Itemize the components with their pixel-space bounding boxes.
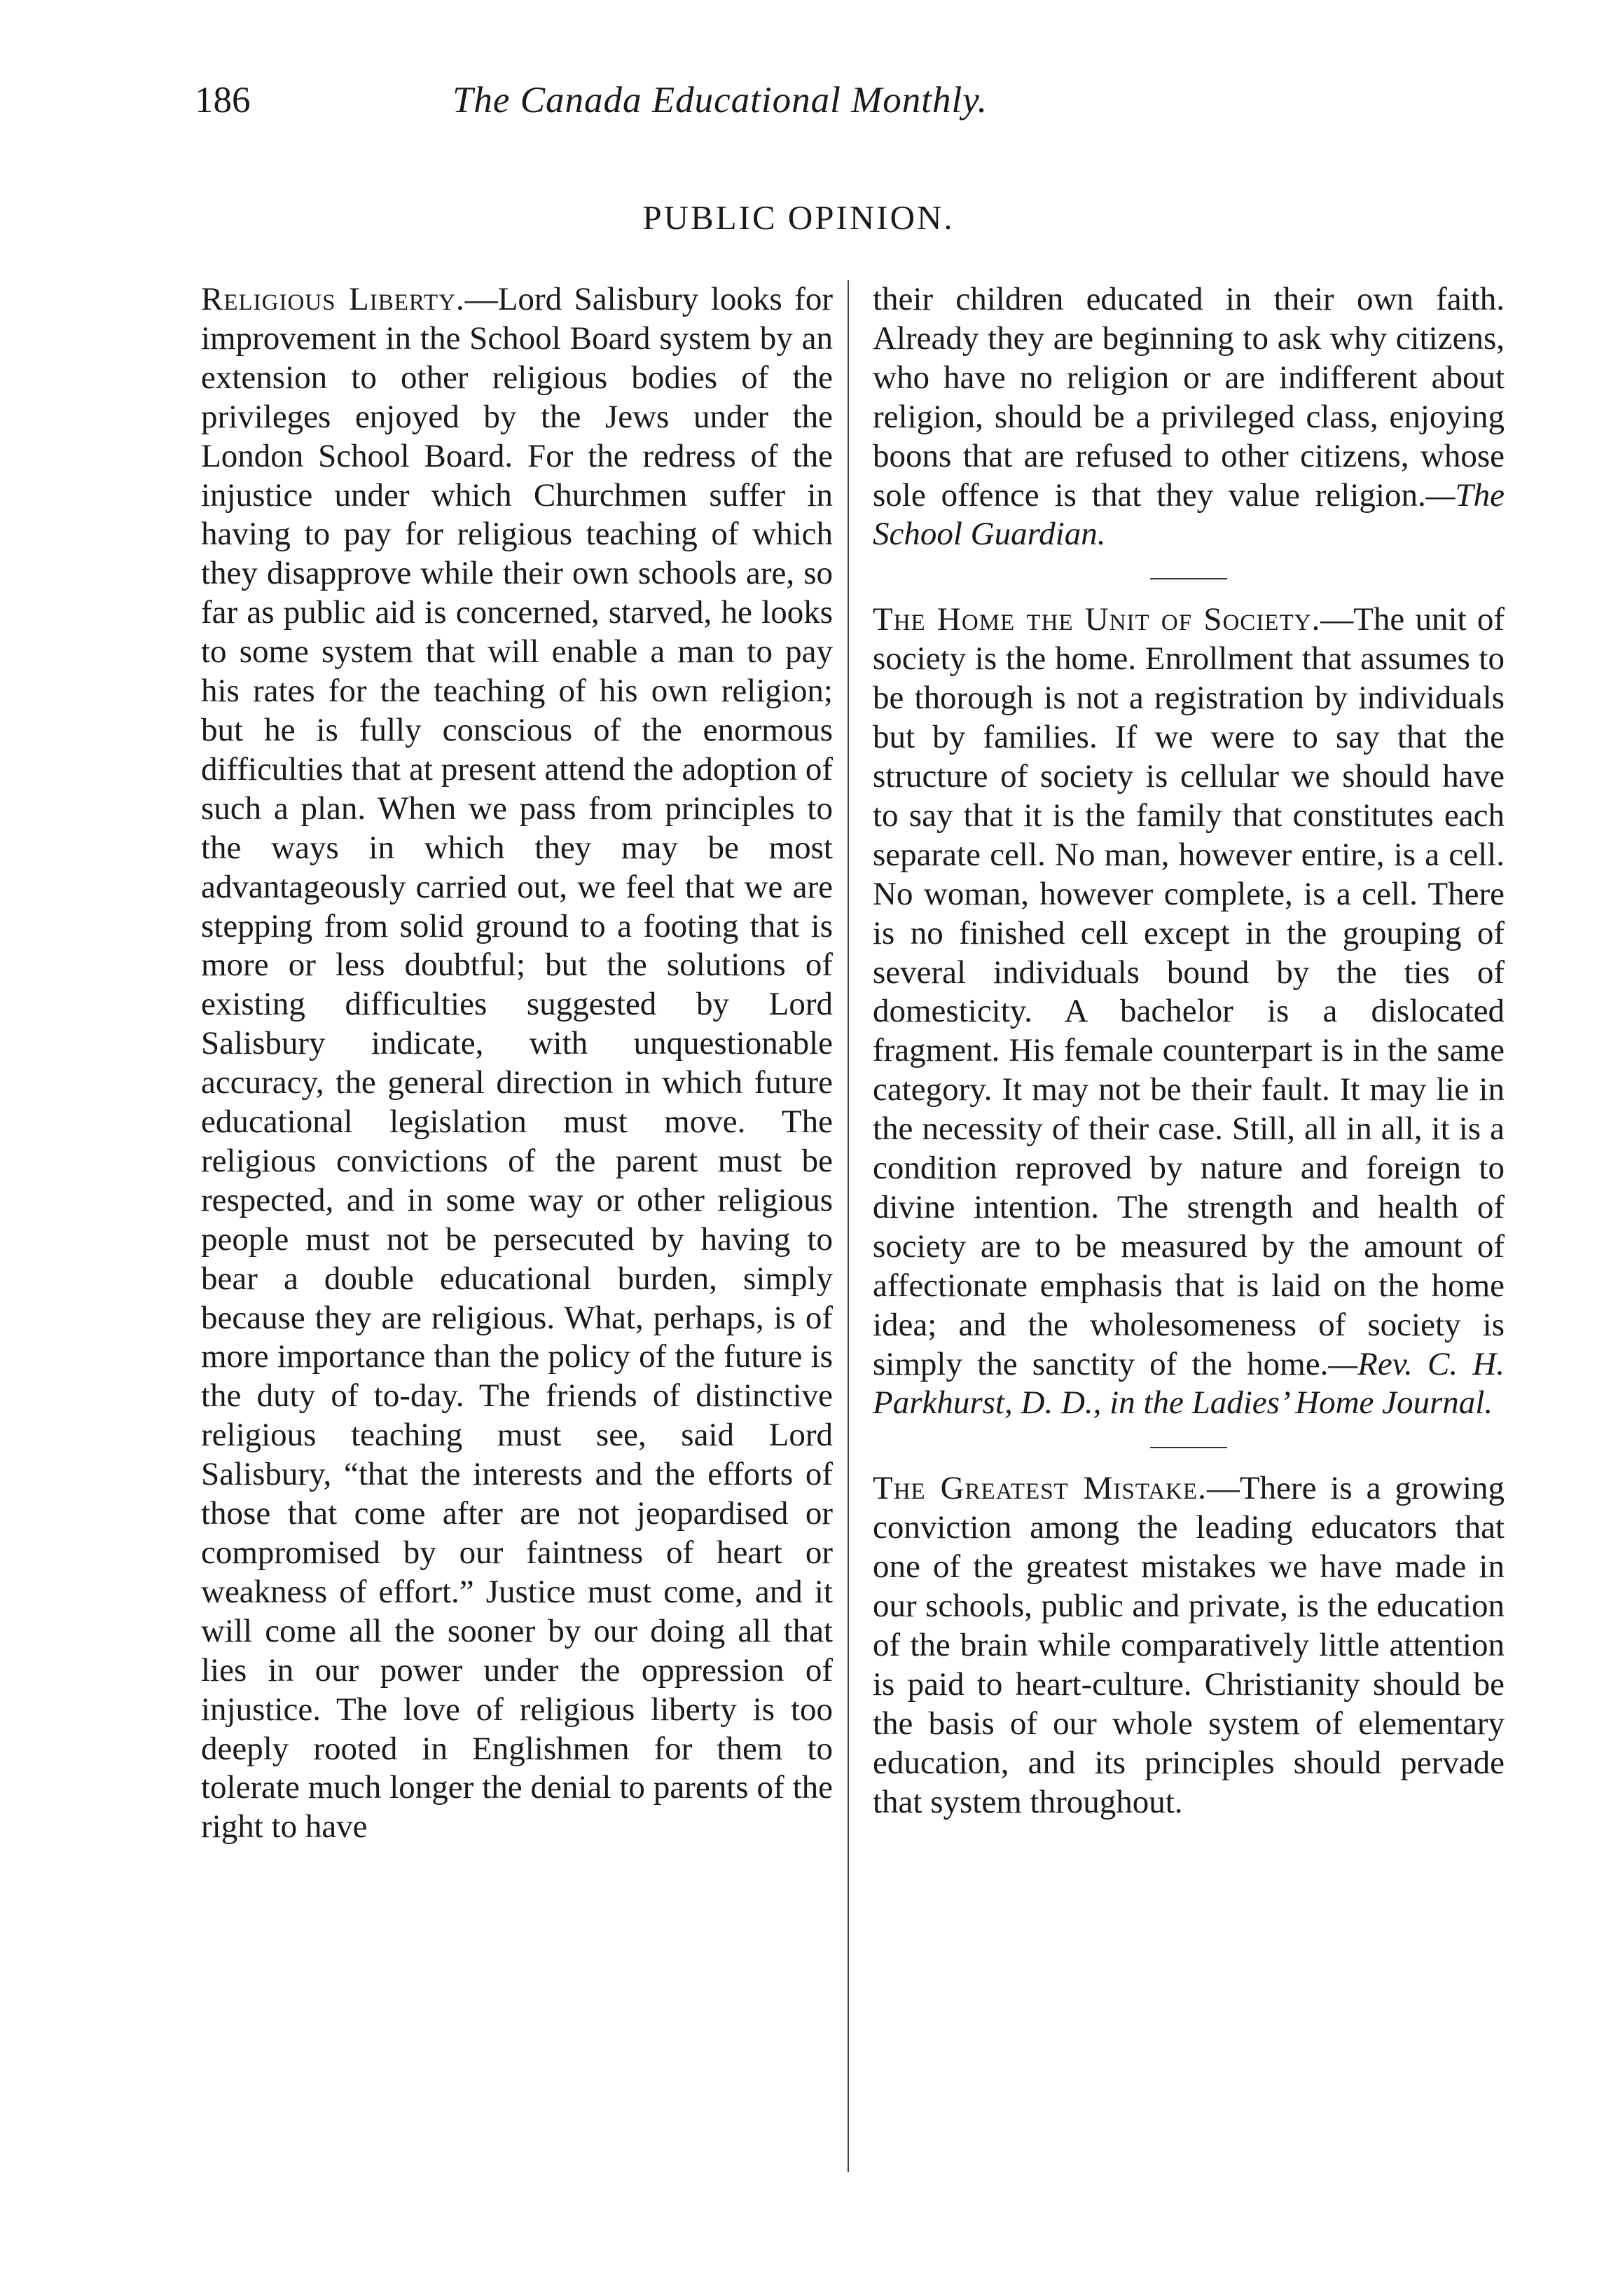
- page-number: 186: [195, 80, 251, 121]
- article-heading: The Home the Unit of Society.: [873, 601, 1321, 638]
- article-body: —Lord Salisbury looks for improvement in the School Board system by an extension to other religious bodies of the privileges enjoyed by the Jews under the London School Board. For the redress of the injustice under which Churchmen suffer in having to pay for religious teaching of which they disapprove while their own schools are, so far as public aid is concerned, starved, he looks to some system that will enable a man to pay his rates for the teaching of his own religion; but he is fully conscious of the enormous difficulties that at present attend the adoption of such a plan. When we pass from principles to the ways in which they may be most advantageously carried out, we feel that we are stepping from solid ground to a footing that is more or less doubtful; but the solutions of existing difficulties suggested by Lord Salisbury indicate, with unquestionable accuracy, the general direction in which future educational legislation must move. The religious convictions of the parent must be respected, and in some way or other religious people must not be persecuted by having to bear a double educational burden, simply because they are religious. What, perhaps, is of more importance than the policy of the future is the duty of to-day. The friends of distinctive religious teaching must see, said Lord Salisbury, “that the interests and the efforts of those that come after are not jeopardised or compromised by our faintness of heart or weakness of effort.” Justice must come, and it will come all the sooner by our doing all that lies in our power under the oppression of injustice. The love of religious liberty is too deeply rooted in Englishmen for them to tolerate much longer the denial to parents of the right to have: [201, 281, 833, 1845]
- running-header: [195, 76, 1245, 125]
- journal-title: The Canada Educational Monthly.: [452, 80, 988, 121]
- article-source: —Rev. C. H. Parkhurst, D. D., in the Ladies’ Home Journal.: [873, 1345, 1505, 1422]
- left-column: [201, 280, 833, 1847]
- article-heading: Religious Liberty.: [201, 281, 465, 317]
- article-source: —The School Guardian.: [873, 476, 1505, 553]
- article-separator: [1150, 578, 1227, 579]
- right-column: [873, 280, 1505, 1822]
- article-religious-liberty-continued: [873, 280, 1505, 554]
- article-body: —The unit of society is the home. Enrollment that assumes to be thorough is not a registration by individuals but by families. If we were to say that the structure of society is cellular we should have to say that it is the family that constitutes each separate cell. No man, however entire, is a cell. No woman, however complete, is a cell. There is no finished cell except in the grouping of several individuals bound by the ties of domesticity. A bachelor is a dislocated fragment. His female counterpart is in the same category. It may not be their fault. It may lie in the necessity of their case. Still, all in all, it is a condition reproved by nature and foreign to divine intention. The strength and health of society are to be measured by the amount of affectionate emphasis that is laid on the home idea; and the wholesomeness of society is simply the sanctity of the home.: [873, 601, 1505, 1382]
- article-heading: The Greatest Mistake.: [873, 1470, 1207, 1507]
- article-body-continued: their children educated in their own faith. Already they are beginning to ask why citizens, who have no religion or are indifferent about religion, should be a privileged class, enjoying boons that are refused to other citizens, whose sole offence is that they value religion.: [873, 281, 1505, 514]
- article-body: —There is a growing conviction among the leading educators that one of the greatest mistakes we have made in our schools, public and private, is the education of the brain while comparatively little attention is paid to heart-culture. Christianity should be the basis of our whole system of elementary education, and its principles should pervade that system throughout.: [873, 1470, 1505, 1820]
- article-religious-liberty: [201, 280, 833, 1847]
- section-title: PUBLIC OPINION.: [642, 198, 955, 237]
- article-greatest-mistake: [873, 1469, 1505, 1822]
- column-divider: [848, 280, 849, 2172]
- article-separator: [1150, 1447, 1227, 1448]
- article-home-unit-of-society: [873, 600, 1505, 1423]
